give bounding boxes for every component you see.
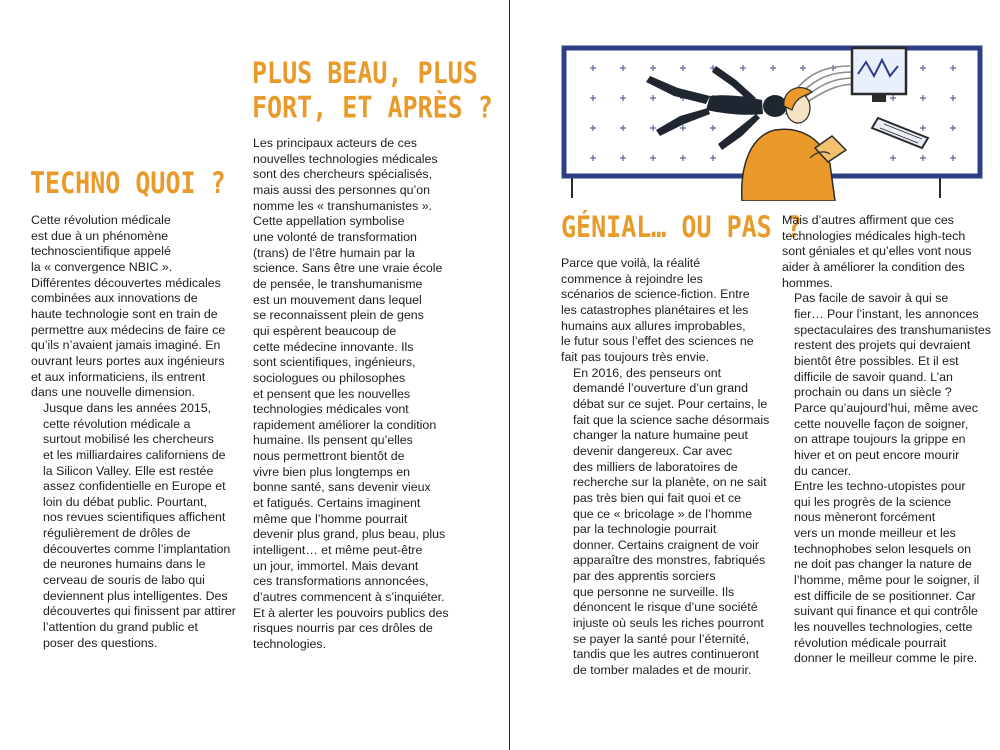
text-line: demandé l’ouverture d’un grand: [573, 381, 748, 396]
text-line: de neurones humains dans le: [43, 557, 206, 572]
text-line: se reconnaissent plein de gens: [253, 308, 424, 323]
text-line: et aux informaticiens, ils entrent: [31, 369, 206, 384]
paragraph: [782, 291, 991, 479]
text-line: vers un monde meilleur et les: [794, 526, 956, 541]
text-line: même que l’homme pourrait: [253, 511, 408, 526]
text-line: bonne santé, sans devenir vieux: [253, 480, 431, 495]
text-line: injuste où seuls les riches pourront: [573, 616, 764, 631]
text-line: devenir plus grand, plus beau, plus: [253, 527, 446, 542]
paragraph: [31, 401, 241, 652]
text-line: ces transformations annoncées,: [253, 574, 429, 589]
text-line: cette révolution médicale a: [43, 416, 191, 431]
text-line: se payer la santé pour l’éternité,: [573, 631, 750, 646]
text-line: d’autres commencent à s’inquiéter.: [253, 590, 445, 605]
text-line: Parce qu’aujourd’hui, même avec: [794, 400, 978, 415]
text-line: hommes.: [782, 275, 833, 290]
text-line: technoscientifique appelé: [31, 244, 171, 259]
text-line: par des apprentis sorciers: [573, 569, 716, 584]
text-line: difficile de savoir quand. L’an: [794, 369, 953, 384]
text-line: une volonté de transformation: [253, 229, 417, 244]
text-line: fait que la science sache désormais: [573, 412, 770, 427]
heading-plus-beau-line-2: FORT, ET APRÈS ?: [252, 90, 493, 125]
text-column-techno-quoi: [31, 213, 241, 651]
text-line: mais aussi des personnes qu’on: [253, 182, 431, 197]
text-line: Parce que voilà, la réalité: [561, 256, 701, 270]
text-line: découvertes comme l’implantation: [43, 541, 231, 556]
text-line: pas très bien qui fait quoi et ce: [573, 490, 742, 505]
text-line: surtout mobilisé les chercheurs: [43, 432, 214, 447]
text-line: deviennent plus intelligentes. Des: [43, 588, 228, 603]
text-line: ouvrant leurs portes aux ingénieurs: [31, 353, 225, 368]
text-line: (trans) de l’être humain par la: [253, 245, 415, 260]
paragraph: [31, 213, 241, 401]
text-line: nouvelles technologies médicales: [253, 151, 438, 166]
text-line: cette médecine innovante. Ils: [253, 339, 414, 354]
heading-plus-beau-line-1: PLUS BEAU, PLUS: [252, 56, 478, 91]
text-line: fier… Pour l’instant, les annonces: [794, 306, 979, 321]
text-line: par la technologie pourrait: [573, 522, 717, 537]
heading-plus-beau: [252, 56, 493, 124]
text-line: aider à améliorer la condition des: [782, 259, 965, 274]
text-line: scénarios de science-fiction. Entre: [561, 287, 750, 302]
text-line: la « convergence NBIC ».: [31, 259, 173, 274]
text-line: donner le meilleur comme le pire.: [794, 651, 978, 666]
text-line: nos revues scientifiques affichent: [43, 510, 226, 525]
text-line: de tomber malades et de mourir.: [573, 663, 752, 678]
text-line: vivre bien plus longtemps en: [253, 464, 411, 479]
text-line: haute technologie sont en train de: [31, 306, 218, 321]
text-line: est due à un phénomène: [31, 228, 169, 243]
text-line: que personne ne surveille. Ils: [573, 584, 735, 599]
text-line: changer la nature humaine peut: [573, 428, 748, 443]
text-line: qu’ils n’avaient jamais imaginé. En: [31, 338, 221, 353]
text-line: qui les progrès de la science: [794, 494, 952, 509]
computer-monitor: [852, 48, 906, 102]
text-line: Différentes découvertes médicales: [31, 275, 221, 290]
text-line: spectaculaires des transhumanistes: [794, 322, 991, 337]
text-line: Pas facile de savoir à qui se: [794, 291, 949, 306]
text-line: qui espèrent beaucoup de: [253, 323, 397, 338]
text-line: humaine. Ils pensent qu’elles: [253, 433, 413, 448]
text-line: technophobes selon lesquels on: [794, 541, 972, 556]
text-line: Les principaux acteurs de ces: [253, 136, 417, 150]
text-line: la Silicon Valley. Elle est restée: [43, 463, 214, 478]
text-line: Cette appellation symbolise: [253, 214, 405, 229]
text-line: sont géniales et qu’elles vont nous: [782, 244, 972, 259]
text-line: les catastrophes planétaires et les: [561, 302, 749, 317]
text-line: des milliers de laboratoires de: [573, 459, 738, 474]
page-gutter-line: [509, 0, 510, 750]
text-line: est difficile de se positionner. Car: [794, 588, 976, 603]
text-line: découvertes qui finissent par attirer: [43, 604, 236, 619]
text-line: commence à rejoindre les: [561, 271, 703, 286]
text-column-right: [782, 213, 991, 667]
heading-techno-quoi: TECHNO QUOI ?: [30, 166, 226, 201]
text-line: dans une nouvelle dimension.: [31, 385, 195, 400]
text-line: on attrape toujours la grippe en: [794, 432, 966, 447]
text-line: tandis que les autres continueront: [573, 647, 759, 662]
text-line: combinées aux innovations de: [31, 291, 198, 306]
text-line: prochain ou dans un siècle ?: [794, 385, 952, 400]
text-line: sont des chercheurs spécialisés,: [253, 167, 433, 182]
paragraph: [561, 256, 766, 366]
paragraph: [782, 213, 987, 291]
text-line: de pensée, le transhumanisme: [253, 276, 423, 291]
text-line: Entre les techno-utopistes pour: [794, 479, 966, 494]
text-line: nous permettront bientôt de: [253, 449, 405, 464]
text-line: ne doit pas changer la nature de: [794, 557, 972, 572]
text-line: du cancer.: [794, 463, 852, 478]
text-line: est un mouvement dans lequel: [253, 292, 422, 307]
text-line: et les milliardaires californiens de: [43, 447, 226, 462]
text-line: et pensent que les nouvelles: [253, 386, 411, 401]
text-line: loin du débat public. Pourtant,: [43, 494, 207, 509]
text-line: technologies médicales high-tech: [782, 228, 966, 243]
text-line: cerveau de souris de labo qui: [43, 573, 205, 588]
text-line: régulièrement de drôles de: [43, 526, 191, 541]
text-line: nomme les « transhumanistes ».: [253, 198, 433, 213]
text-line: devenir dangereux. Car avec: [573, 443, 733, 458]
text-line: l’homme, même pour le soigner, il: [794, 573, 980, 588]
text-column-plus-beau: [253, 136, 465, 653]
text-line: science. Sans être une vraie école: [253, 261, 443, 276]
paragraph: [782, 479, 987, 667]
text-line: apparaître des monstres, fabriqués: [573, 553, 766, 568]
text-line: intelligent… et même peut-être: [253, 543, 423, 558]
paragraph: [253, 136, 465, 653]
text-line: sociologues ou philosophes: [253, 370, 406, 385]
text-line: sont scientifiques, ingénieurs,: [253, 355, 416, 370]
text-line: Cette révolution médicale: [31, 213, 171, 227]
heading-genial: GÉNIAL… OU PAS ?: [561, 210, 802, 245]
text-line: humains aux allures improbables,: [561, 318, 746, 333]
text-line: révolution médicale pourrait: [794, 635, 947, 650]
text-line: Mais d’autres affirment que ces: [782, 213, 954, 227]
text-line: un jour, immortel. Mais devant: [253, 558, 419, 573]
text-line: rapidement améliorer la condition: [253, 417, 437, 432]
paragraph: [561, 365, 770, 679]
text-line: restent des projets qui devraient: [794, 338, 971, 353]
text-line: et fatigués. Certains imaginent: [253, 496, 421, 511]
text-line: recherche sur la planète, on ne sait: [573, 475, 767, 490]
text-column-genial: [561, 256, 770, 679]
text-line: fait pas toujours très envie.: [561, 349, 710, 364]
text-line: le futur sous l’effet des sciences ne: [561, 334, 754, 349]
text-line: risques nourris par ces drôles de: [253, 621, 433, 636]
text-line: suivant qui finance et qui contrôle: [794, 604, 978, 619]
text-line: nous mèneront forcément: [794, 510, 936, 525]
text-line: Jusque dans les années 2015,: [43, 400, 212, 415]
text-line: poser des questions.: [43, 635, 158, 650]
text-line: dénoncent le risque d’une société: [573, 600, 758, 615]
text-line: cette nouvelle façon de soigner,: [794, 416, 969, 431]
text-line: assez confidentielle en Europe et: [43, 479, 226, 494]
text-line: les nouvelles technologies, cette: [794, 620, 973, 635]
text-line: donner. Certains craignent de voir: [573, 537, 759, 552]
text-line: Et à alerter les pouvoirs publics des: [253, 605, 449, 620]
text-line: que ce « bricolage » de l’homme: [573, 506, 753, 521]
text-line: technologies.: [253, 637, 327, 651]
text-line: hiver et on peut encore mourir: [794, 447, 960, 462]
illustration-transhumanism: [560, 26, 990, 201]
text-line: bientôt être possibles. Et il est: [794, 353, 959, 368]
text-line: technologies médicales vont: [253, 402, 409, 417]
text-line: En 2016, des penseurs ont: [573, 365, 722, 380]
text-line: débat sur ce sujet. Pour certains, le: [573, 396, 768, 411]
text-line: l’attention du grand public et: [43, 620, 198, 635]
text-line: permettre aux médecins de faire ce: [31, 322, 226, 337]
